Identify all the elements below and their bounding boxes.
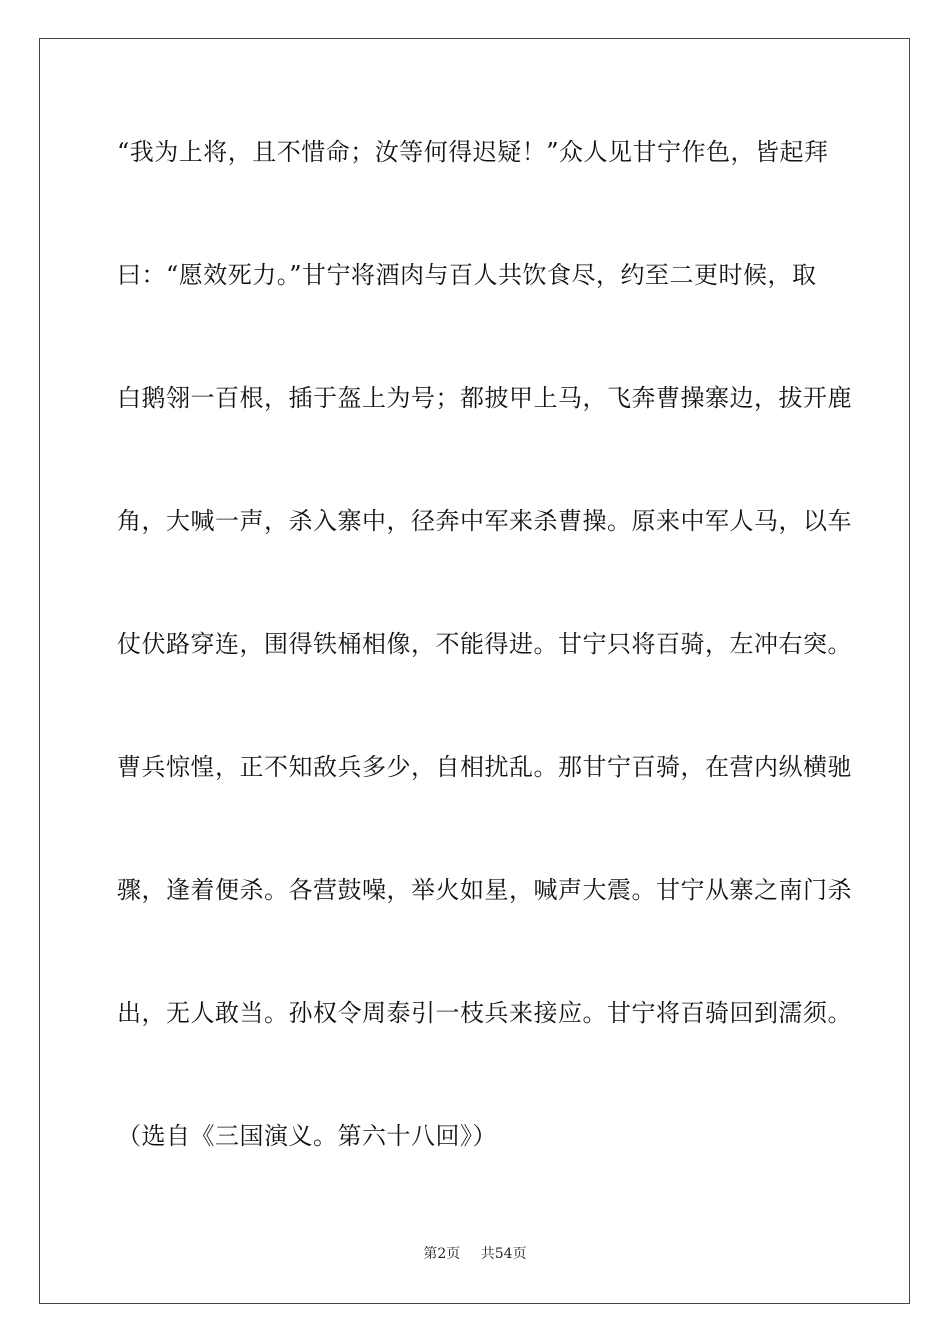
body-text-line: 白鹅翎一百根，插于盔上为号；都披甲上马，飞奔曹操寨边，拔开鹿 [117,384,852,412]
body-text-line: 曰：“愿效死力。”甘宁将酒肉与百人共饮食尽，约至二更时候，取 [117,261,817,289]
total-pages: 共54页 [480,1246,527,1262]
page-border [39,38,910,1304]
body-text-line: “我为上将，且不惜命；汝等何得迟疑！”众人见甘宁作色，皆起拜 [117,138,829,166]
body-text-line: 角，大喊一声，杀入寨中，径奔中军来杀曹操。原来中军人马，以车 [117,507,852,535]
body-text-line: 骤，逢着便杀。各营鼓噪，举火如星，喊声大震。甘宁从寨之南门杀 [117,876,852,904]
body-text-line: 出，无人敢当。孙权令周泰引一枝兵来接应。甘宁将百骑回到濡须。 [117,999,852,1027]
body-text-line: 仗伏路穿连，围得铁桶相像，不能得进。甘宁只将百骑，左冲右突。 [117,630,852,658]
body-text-line: 曹兵惊惶，正不知敌兵多少，自相扰乱。那甘宁百骑，在营内纵横驰 [117,753,852,781]
source-citation: （选自《三国演义。第六十八回》） [117,1122,497,1150]
page-number: 第2页 [423,1246,461,1262]
page-footer [0,1244,950,1264]
